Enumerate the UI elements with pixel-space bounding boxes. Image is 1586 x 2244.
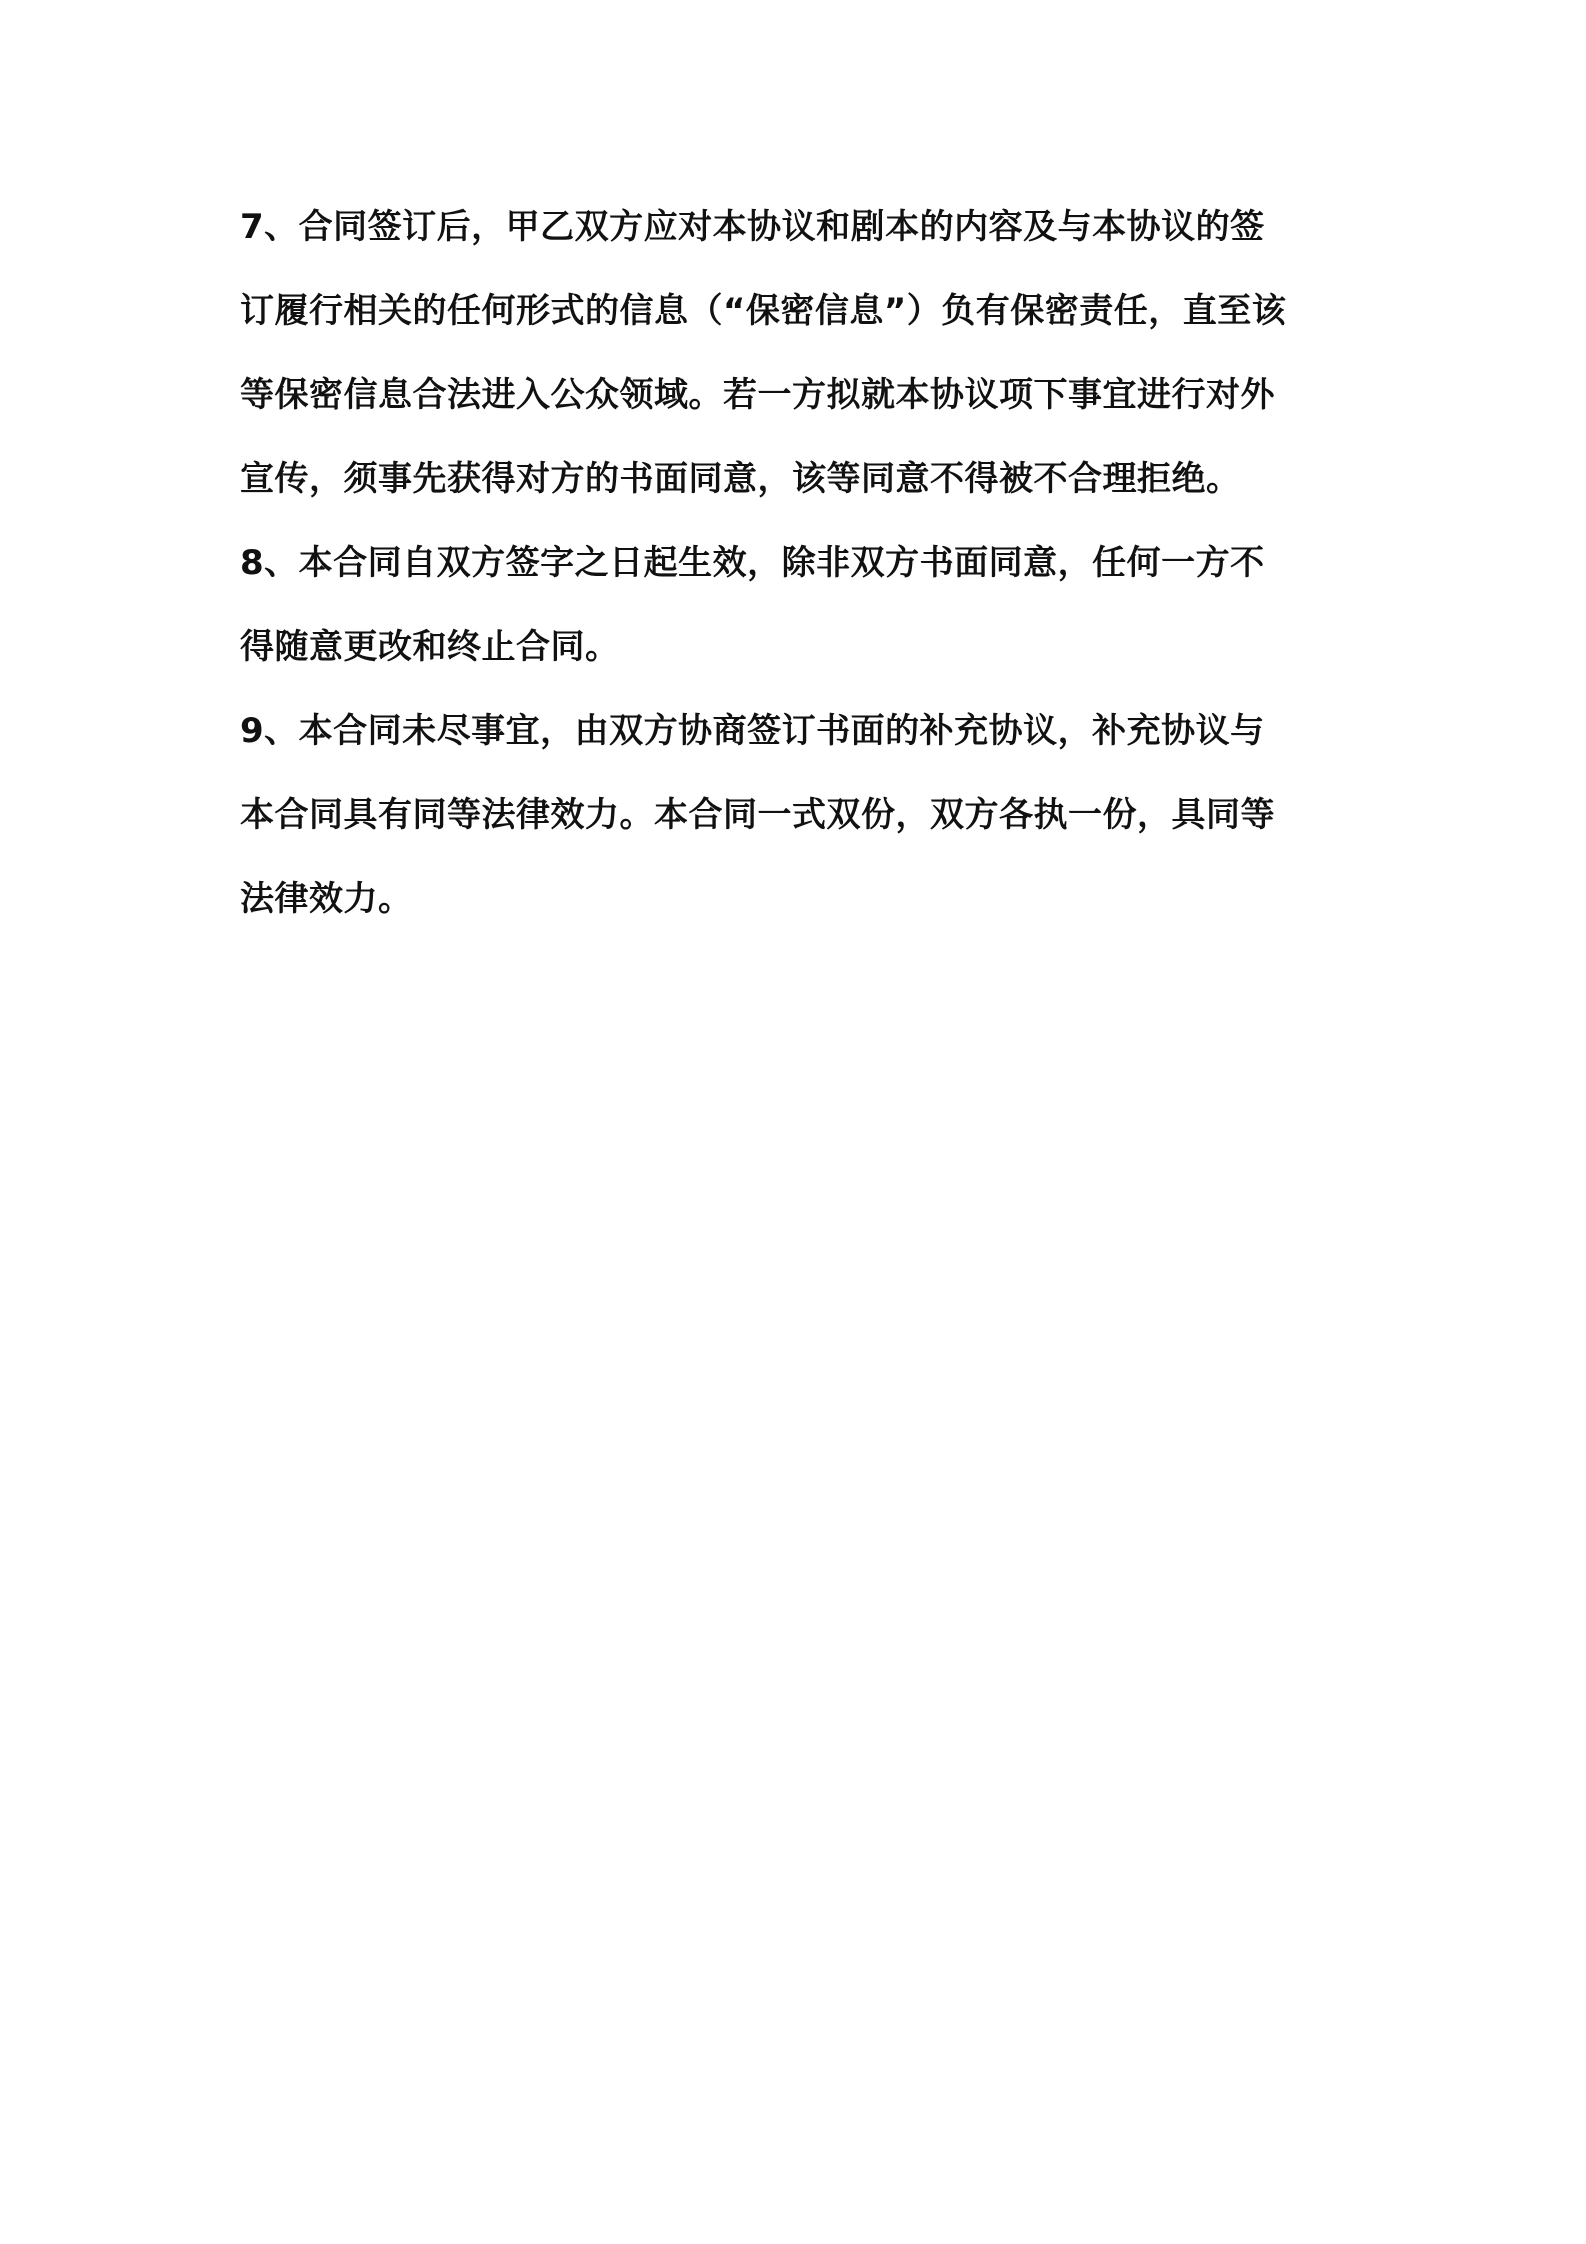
contract-clauses <box>240 202 1350 958</box>
clause-7-line-4: 宣传，须事先获得对方的书面同意，该等同意不得被不合理拒绝。 <box>240 459 1241 499</box>
clause-9-line-3: 法律效力。 <box>240 879 413 919</box>
clause-8-line-1: 8、本合同自双方签字之日起生效，除非双方书面同意，任何一方不 <box>240 543 1265 583</box>
clause-8-line-2: 得随意更改和终止合同。 <box>240 627 620 667</box>
clause-7-line-2: 订履行相关的任何形式的信息（“保密信息”）负有保密责任，直至该 <box>240 291 1287 331</box>
clause-7-line-3: 等保密信息合法进入公众领域。若一方拟就本协议项下事宜进行对外 <box>240 375 1275 415</box>
clause-9-line-1: 9、本合同未尽事宜，由双方协商签订书面的补充协议，补充协议与 <box>240 711 1265 751</box>
clause-9-line-2: 本合同具有同等法律效力。本合同一式双份，双方各执一份，具同等 <box>240 795 1275 835</box>
clause-7-line-1: 7、合同签订后，甲乙双方应对本协议和剧本的内容及与本协议的签 <box>240 207 1265 247</box>
